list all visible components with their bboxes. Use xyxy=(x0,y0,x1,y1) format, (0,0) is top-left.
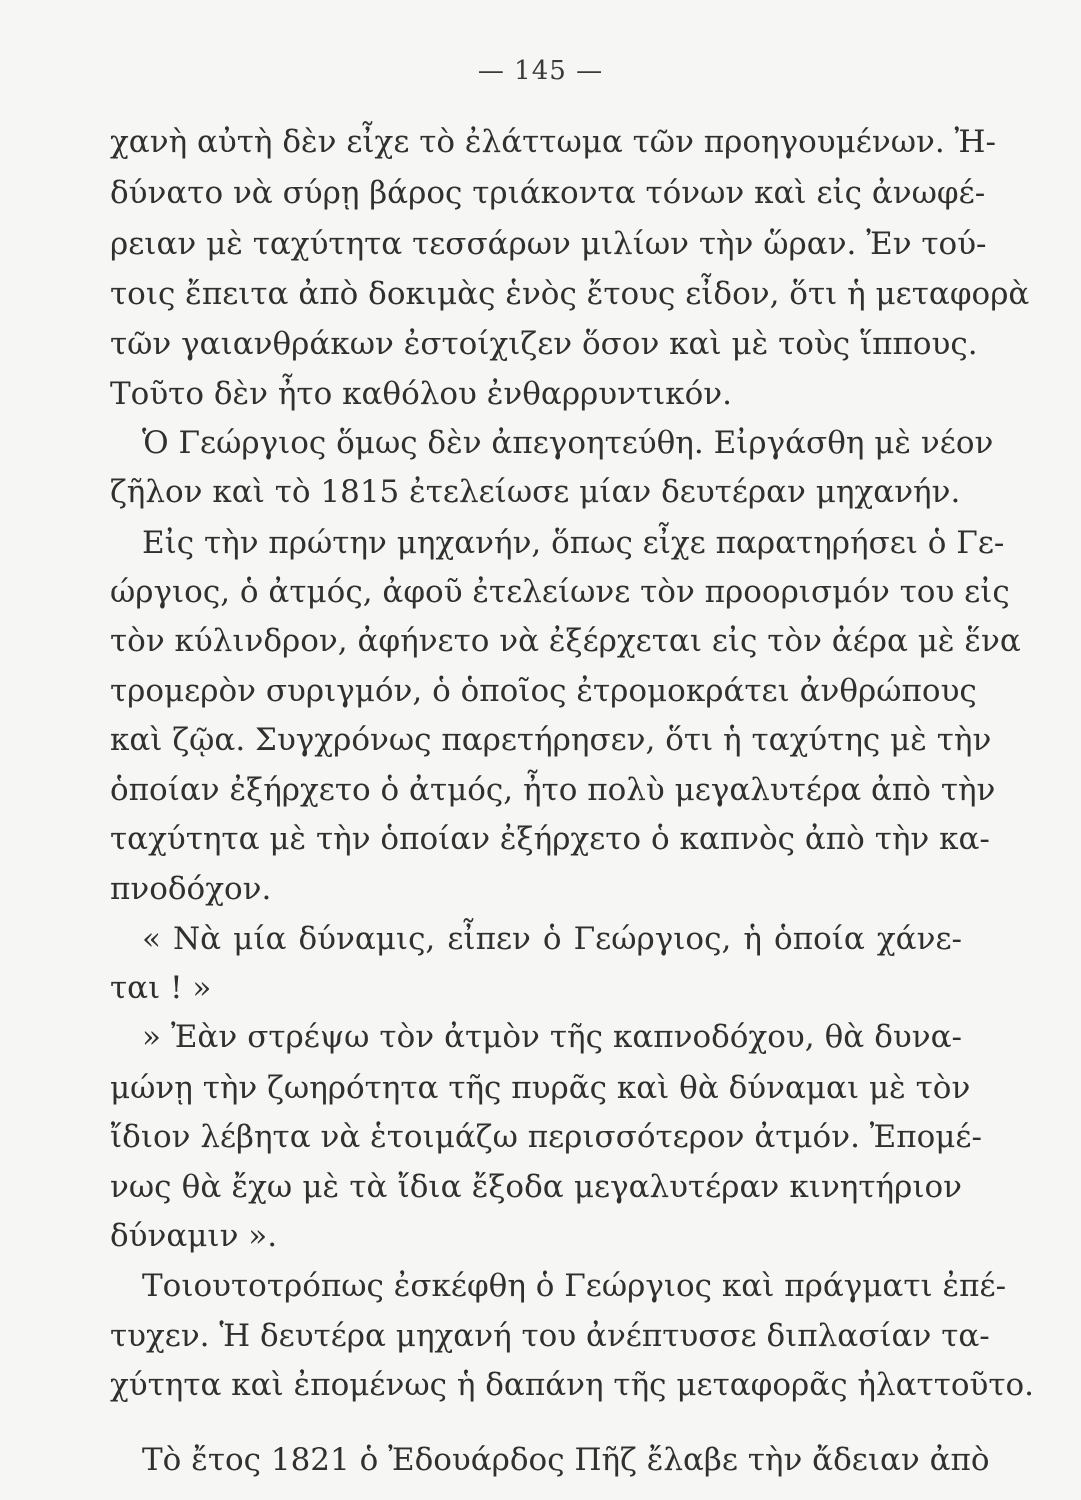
text-line: Εἰς τὴν πρώτην μηχανήν, ὅπως εἶχε παρατηρήσει ὁ Γε- xyxy=(142,525,1005,561)
text-line: χανὴ αὐτὴ δὲν εἶχε τὸ ἐλάττωμα τῶν προηγουμένων. Ἠ- xyxy=(110,124,996,160)
text-line: ται ! » xyxy=(110,970,212,1006)
text-line: χύτητα καὶ ἐπομένως ἡ δαπάνη τῆς μεταφορᾶς ἠλαττοῦτο. xyxy=(110,1367,1035,1403)
text-line: Τὸ ἔτος 1821 ὁ Ἐδουάρδος Πῆζ ἔλαβε τὴν ἄδειαν ἀπὸ xyxy=(142,1442,990,1478)
page-number: — 145 — xyxy=(477,56,604,86)
text-line: Τοῦτο δὲν ἦτο καθόλου ἐνθαρρυντικόν. xyxy=(110,376,732,412)
text-line: « Νὰ μία δύναμις, εἶπεν ὁ Γεώργιος, ἡ ὁποία χάνε- xyxy=(142,921,962,957)
text-line: ώργιος, ὁ ἀτμός, ἀφοῦ ἐτελείωνε τὸν προορισμόν του εἰς xyxy=(110,574,1010,610)
text-line: » Ἐὰν στρέψω τὸν ἀτμὸν τῆς καπνοδόχου, θὰ δυνα- xyxy=(142,1019,962,1055)
text-line: μώνῃ τὴν ζωηρότητα τῆς πυρᾶς καὶ θὰ δύναμαι μὲ τὸν xyxy=(110,1070,971,1106)
text-line: τοις ἔπειτα ἀπὸ δοκιμὰς ἑνὸς ἔτους εἶδον, ὅτι ἡ μεταφορὰ xyxy=(110,276,1030,312)
text-line: ἴδιον λέβητα νὰ ἑτοιμάζω περισσότερον ἀτμόν. Ἐπομέ- xyxy=(110,1119,982,1155)
text-line: δύνατο νὰ σύρῃ βάρος τριάκοντα τόνων καὶ εἰς ἀνωφέ- xyxy=(110,175,986,211)
text-line: ζῆλον καὶ τὸ 1815 ἐτελείωσε μίαν δευτέραν μηχανήν. xyxy=(110,474,961,510)
text-line: ταχύτητα μὲ τὴν ὁποίαν ἐξήρχετο ὁ καπνὸς ἀπὸ τὴν κα- xyxy=(110,821,990,857)
text-line: νως θὰ ἔχω μὲ τὰ ἴδια ἔξοδα μεγαλυτέραν κινητήριον xyxy=(110,1169,962,1205)
text-line: Ὁ Γεώργιος ὅμως δὲν ἀπεγοητεύθη. Εἰργάσθη μὲ νέον xyxy=(142,425,994,461)
text-line: τρομερὸν συριγμόν, ὁ ὁποῖος ἐτρομοκράτει ἀνθρώπους xyxy=(110,673,977,709)
text-line: ρειαν μὲ ταχύτητα τεσσάρων μιλίων τὴν ὥραν. Ἐν τού- xyxy=(110,226,987,262)
text-line: δύναμιν ». xyxy=(110,1218,278,1254)
text-line: καὶ ζῷα. Συγχρόνως παρετήρησεν, ὅτι ἡ ταχύτης μὲ τὴν xyxy=(110,722,992,758)
text-line: τῶν γαιανθράκων ἐστοίχιζεν ὅσον καὶ μὲ τοὺς ἵππους. xyxy=(110,326,978,362)
text-line: τὸν κύλινδρον, ἀφήνετο νὰ ἐξέρχεται εἰς τὸν ἀέρα μὲ ἕνα xyxy=(110,623,1021,659)
text-line: ὁποίαν ἐξήρχετο ὁ ἀτμός, ἦτο πολὺ μεγαλυτέρα ἀπὸ τὴν xyxy=(110,772,996,808)
text-line: πνοδόχον. xyxy=(110,871,272,907)
text-line: Τοιουτοτρόπως ἐσκέφθη ὁ Γεώργιος καὶ πράγματι ἐπέ- xyxy=(142,1268,1007,1304)
text-line: τυχεν. Ἡ δευτέρα μηχανή του ἀνέπτυσσε διπλασίαν τα- xyxy=(110,1318,990,1354)
